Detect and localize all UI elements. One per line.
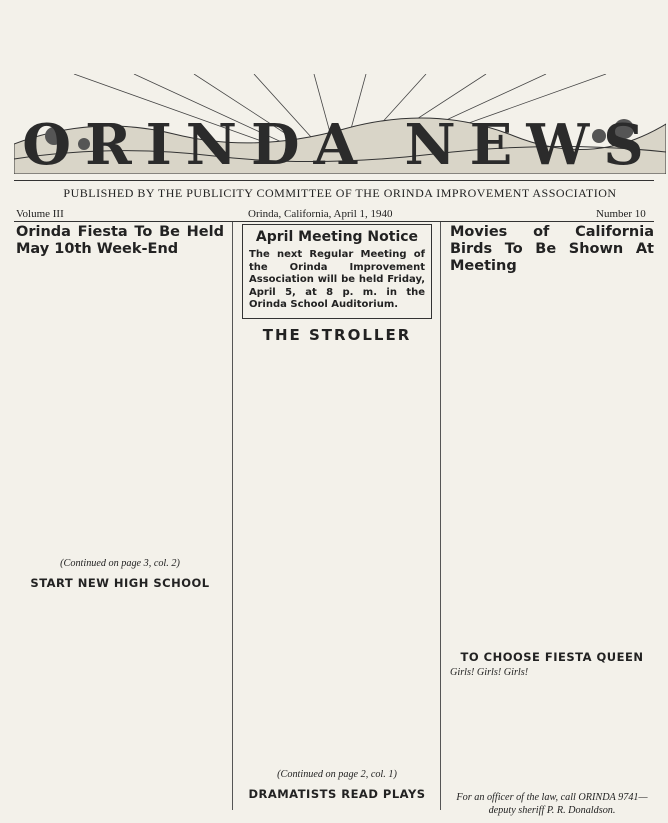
meeting-notice-body: The next Regular Meeting of the Orinda Improvement Association will be held Friday, April 5, at 8 p. m. in the Orinda School Auditorium. bbox=[249, 249, 425, 310]
masthead bbox=[14, 74, 666, 174]
top-rule bbox=[14, 180, 654, 181]
stroller-title: THE STROLLER bbox=[262, 325, 412, 344]
volume: Volume III bbox=[16, 208, 64, 220]
continued-note: (Continued on page 2, col. 1) bbox=[277, 769, 397, 781]
place-date: Orinda, California, April 1, 1940 bbox=[248, 208, 393, 220]
meeting-notice-title: April Meeting Notice bbox=[255, 229, 419, 245]
girls-line: Girls! Girls! Girls! bbox=[450, 666, 529, 678]
fiesta-queen-subhead: TO CHOOSE FIESTA QUEEN bbox=[460, 650, 644, 664]
continued-note: (Continued on page 3, col. 2) bbox=[60, 558, 180, 569]
issue-number: Number 10 bbox=[596, 208, 646, 220]
middle-column bbox=[242, 224, 432, 804]
masthead-title: ORINDA NEWS bbox=[22, 112, 658, 174]
meta-rule bbox=[14, 221, 654, 222]
meeting-notice-box bbox=[242, 224, 432, 319]
column-divider bbox=[232, 222, 233, 810]
left-column bbox=[16, 224, 224, 593]
dramatists-subhead: DRAMATISTS READ PLAYS bbox=[248, 787, 426, 802]
fiesta-headline: Orinda Fiesta To Be Held May 10th Week-End bbox=[16, 224, 224, 257]
sheriff-note: For an officer of the law, call ORINDA 9741—deputy sheriff P. R. Donaldson. bbox=[456, 791, 648, 816]
column-divider bbox=[440, 222, 441, 810]
birds-headline: Movies of California Birds To Be Shown At Meeting bbox=[450, 224, 654, 274]
right-column bbox=[450, 224, 654, 818]
publisher-line: PUBLISHED BY THE PUBLICITY COMMITTEE OF THE ORINDA IMPROVEMENT ASSOCIATION bbox=[63, 186, 617, 200]
high-school-subhead: START NEW HIGH SCHOOL bbox=[30, 575, 210, 590]
